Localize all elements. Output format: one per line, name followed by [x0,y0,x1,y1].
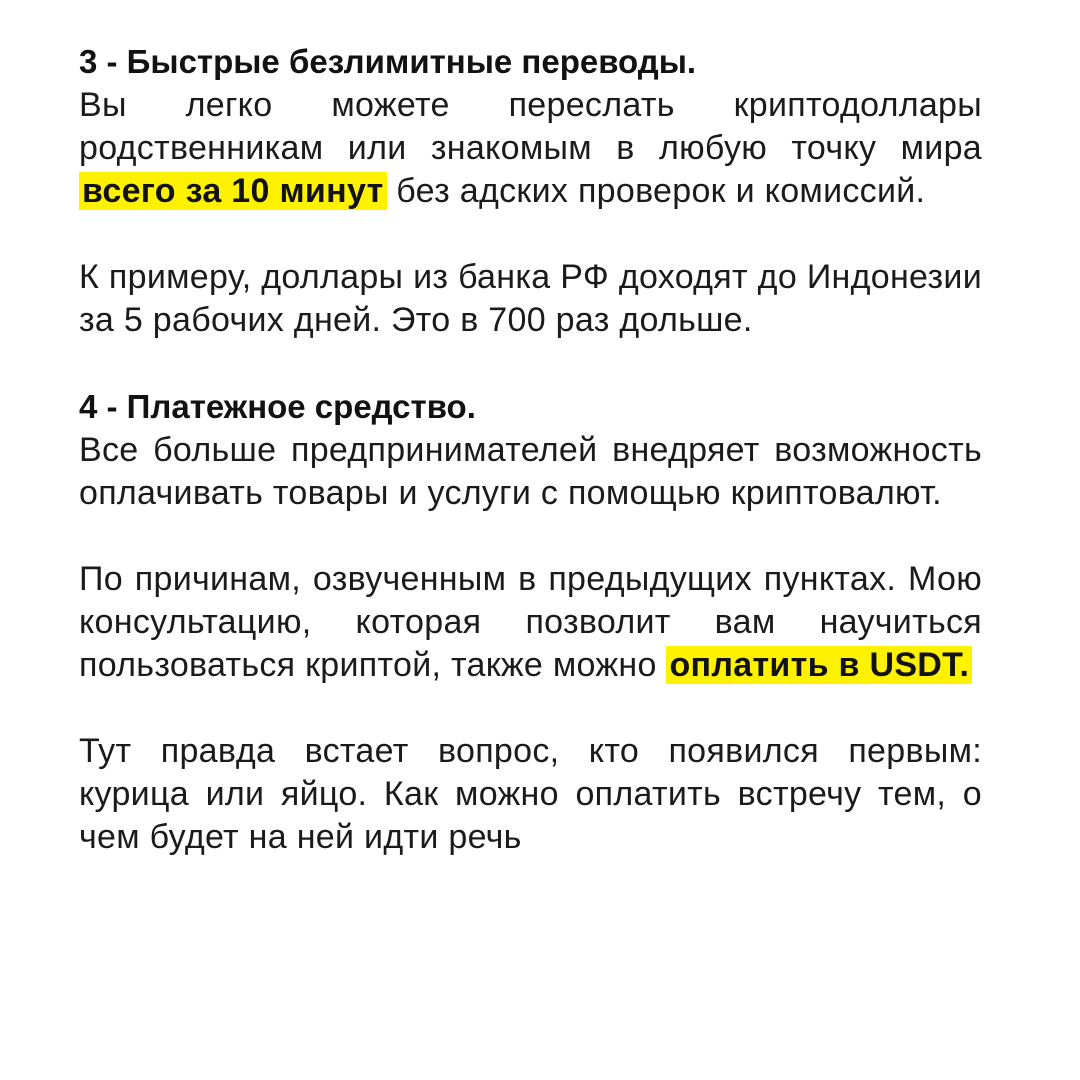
section-4-paragraph-2 [79,558,982,687]
section-3-paragraph-1 [79,84,982,213]
section-4-paragraph-3: Тут правда встает вопрос, кто появился первым: курица или яйцо. Как можно оплатить встречу тем, о чем будет на ней идти речь [79,732,982,856]
paragraph-spacer [79,515,982,558]
highlight-pay-usdt: оплатить в USDT. [666,646,972,684]
section-4-paragraph-1: Все больше предпринимателей внедряет возможность оплачивать товары и услуги с помощью криптовалют. [79,431,982,512]
section-3-heading: 3 - Быстрые безлимитные переводы. [79,43,697,80]
paragraph-spacer [79,342,982,385]
paragraph-spacer [79,687,982,730]
highlight-ten-minutes: всего за 10 минут [79,172,387,210]
section-4-paragraph-2-text: По причинам, озвученным в предыдущих пунктах. Мою консультацию, которая позволит вам научиться пользоваться криптой, также можно [79,560,982,684]
section-3-paragraph-1-text: Вы легко можете переслать криптодоллары родственникам или знакомым в любую точку мира [79,86,982,167]
paragraph-spacer [79,213,982,256]
section-3-paragraph-2: К примеру, доллары из банка РФ доходят до Индонезии за 5 рабочих дней. Это в 700 раз дольше. [79,258,982,339]
section-4-heading: 4 - Платежное средство. [79,388,476,425]
section-3-paragraph-1-tail: без адских проверок и комиссий. [386,172,926,210]
